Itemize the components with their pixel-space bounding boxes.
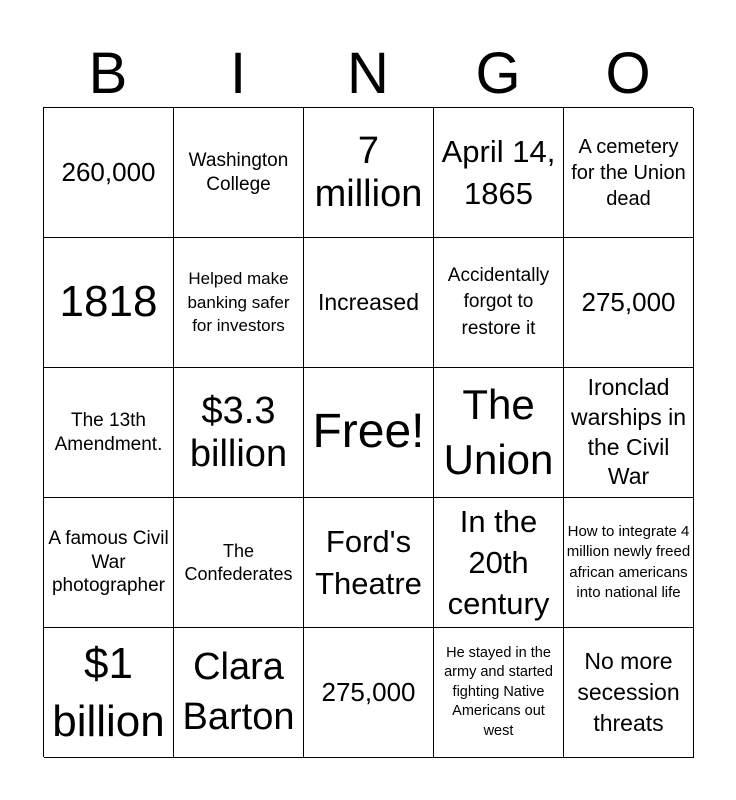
cell-text: A cemetery for the Union dead [571,135,686,210]
cell-text: 260,000 [61,156,156,187]
cell-text: A famous Civil War photographer [48,527,169,597]
bingo-cell[interactable] [174,108,304,238]
bingo-cell[interactable] [44,628,174,758]
cell-text: He stayed in the army and started fighting Native Americans out west [444,644,553,739]
header-letter-b: B [88,41,128,106]
bingo-cell[interactable] [564,498,694,628]
bingo-cell[interactable] [434,628,564,758]
bingo-cell[interactable] [174,368,304,498]
bingo-cell[interactable] [44,368,174,498]
bingo-cell[interactable] [174,238,304,368]
cell-text: 1818 [59,277,158,327]
cell-text: 275,000 [321,676,416,707]
bingo-cell[interactable] [434,108,564,238]
bingo-cell[interactable] [304,628,434,758]
bingo-cell[interactable] [44,498,174,628]
cell-text: Increased [317,288,419,315]
cell-text: How to integrate 4 million newly freed african americans into national life [566,523,691,601]
bingo-cell[interactable] [564,108,694,238]
bingo-cell[interactable] [434,368,564,498]
bingo-cell[interactable] [304,238,434,368]
bingo-cell[interactable] [304,498,434,628]
cell-text: Washington College [188,149,289,195]
header-letter-g: G [475,41,521,106]
bingo-cell[interactable] [564,368,694,498]
bingo-grid [43,107,693,757]
free-space-text: Free! [312,405,425,459]
header-letter-n: N [347,41,389,106]
cell-text: Ironclad warships in the Civil War [570,373,687,490]
cell-text: Ford's Theatre [315,524,422,601]
cell-text: In the 20th century [447,503,550,622]
bingo-cell[interactable] [44,238,174,368]
bingo-header [43,40,693,108]
bingo-cell-free[interactable] [304,368,434,498]
cell-text: The Union [443,380,554,483]
header-letter-i: I [229,41,247,106]
cell-text: Accidentally forgot to restore it [447,264,550,339]
cell-text: Clara Barton [182,646,295,738]
bingo-cell[interactable] [174,498,304,628]
bingo-cell[interactable] [564,238,694,368]
bingo-cell[interactable] [564,628,694,758]
bingo-cell[interactable] [434,238,564,368]
cell-text: April 14, 1865 [441,134,556,211]
cell-text: 7 million [314,129,423,215]
cell-text: No more secession threats [577,647,680,737]
cell-text: $3.3 billion [189,389,288,475]
bingo-cell[interactable] [44,108,174,238]
cell-text: The Confederates [184,541,293,584]
cell-text: The 13th Amendment. [54,409,163,455]
bingo-cell[interactable] [304,108,434,238]
cell-text: 275,000 [581,286,676,317]
bingo-cell[interactable] [174,628,304,758]
cell-text: $1 billion [52,639,165,746]
cell-text: Helped make banking safer for investors [187,268,290,336]
header-letter-o: O [605,41,651,106]
bingo-cell[interactable] [434,498,564,628]
